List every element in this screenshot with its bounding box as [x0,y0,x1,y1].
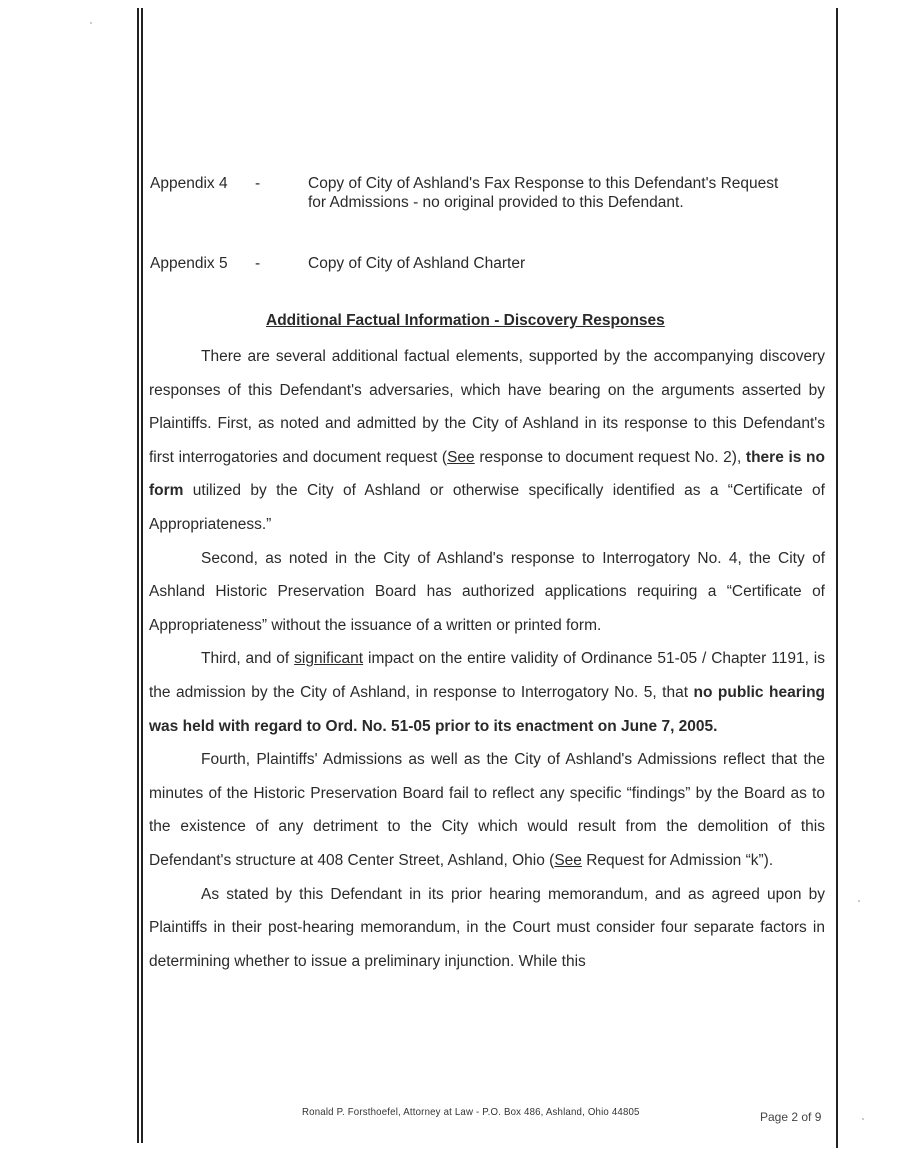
text-run: Third, and of [201,650,295,668]
page-number: Page 2 of 9 [760,1110,822,1124]
bold-emphasis: no public hearing was held with regard to Ord. No. 51-05 prior to its enactment on June 7, 2005. [149,683,826,735]
footer-attorney-address: Ronald P. Forsthoefel, Attorney at Law - P.O. Box 486, Ashland, Ohio 44805 [302,1106,640,1118]
appendix-description: Copy of City of Ashland's Fax Response to this Defendant's Request for Admissions - no original provided to this Defendant. [308,175,779,211]
paragraph-3 [149,642,825,743]
appendix-dash: - [255,175,261,192]
bold-emphasis: there is no form [149,448,825,500]
see-citation: See [554,851,582,869]
document-body [149,340,825,978]
text-run: response to document request No. 2), [474,448,746,466]
text-run: There are several additional factual elements, supported by the accompanying discovery responses of this Defendant's adversaries, which have bearing on the arguments asserted by Plaintiffs. First, as noted and admitted by the City of Ashland in its response to this Defendant's first interrogatories and document request ( [149,348,825,466]
paragraph-5: As stated by this Defendant in its prior hearing memorandum, and as agreed upon by Plaintiffs in their post-hearing memorandum, in the Court must consider four separate factors in determining whether to issue a preliminary injunction. While this [149,885,825,970]
appendix-dash: - [255,255,261,272]
text-run: Request for Admission “k”). [581,851,774,869]
text-run: utilized by the City of Ashland or otherwise specifically identified as a “Certificate of Appropriateness.” [149,482,825,533]
scan-speck [90,22,92,24]
scan-speck [858,900,860,902]
text-run: Fourth, Plaintiffs' Admissions as well as the City of Ashland's Admissions reflect that the minutes of the Historic Preservation Board fail to reflect any specific “findings” by the Board as to the existence of any detriment to the City which would result from the demolition of this Defendant's structure at 408 Center Street, Ashland, Ohio ( [149,751,825,869]
right-margin-rule [836,8,838,1148]
left-margin-rule-inner [141,8,143,1143]
underlined-emphasis: significant [294,650,364,668]
appendix-description: Copy of City of Ashland Charter [308,255,526,272]
section-heading: Additional Factual Information - Discovery Responses [266,312,665,329]
paragraph-4 [149,743,825,877]
paragraph-1 [149,340,825,542]
paragraph-2: Second, as noted in the City of Ashland's response to Interrogatory No. 4, the City of Ashland Historic Preservation Board has authorized applications requiring a “Certificate of Appropriateness” without the issuance of a written or printed form. [149,549,825,634]
appendix-label: Appendix 4 [150,175,228,192]
text-run: impact on the entire validity of Ordinance 51-05 / Chapter 1191, is the admission by the City of Ashland, in response to Interrogatory No. 5, that [149,650,826,701]
appendix-label: Appendix 5 [150,255,228,272]
left-margin-rule [137,8,139,1143]
see-citation: See [447,448,475,466]
scan-speck [862,1118,864,1120]
